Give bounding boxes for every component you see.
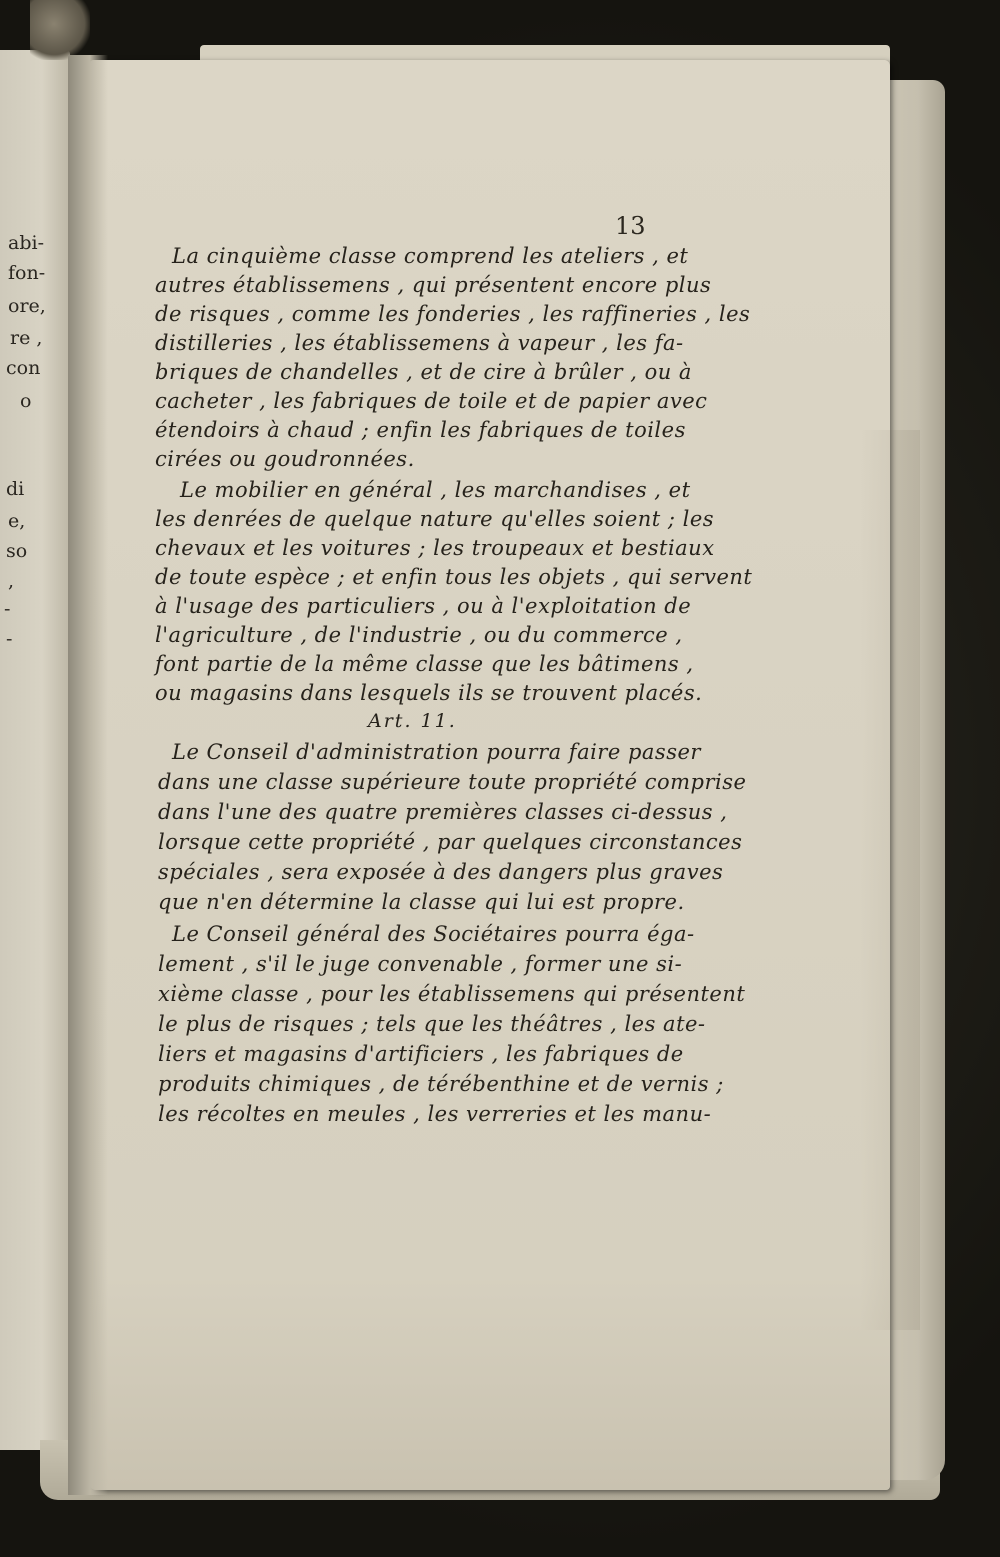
text-line: produits chimiques , de térébenthine et de vernis ; <box>158 1072 724 1096</box>
fragment: e, <box>8 510 26 532</box>
text-line: distilleries , les établissemens à vapeur , les fa- <box>155 331 684 355</box>
text-line: Le Conseil général des Sociétaires pourra éga- <box>172 922 695 946</box>
text-line: le plus de risques ; tels que les théâtres , les ate- <box>158 1012 706 1036</box>
text-line: autres établissemens , qui présentent encore plus <box>155 273 712 297</box>
text-line: étendoirs à chaud ; enfin les fabriques de toiles <box>155 418 686 442</box>
text-line: cirées ou goudronnées. <box>155 447 415 471</box>
text-line: les récoltes en meules , les verreries et les manu- <box>158 1102 712 1126</box>
text-line: Le mobilier en général , les marchandises , et <box>180 478 691 502</box>
fragment: - <box>4 598 11 620</box>
text-line: liers et magasins d'artificiers , les fabriques de <box>158 1042 684 1066</box>
article-heading: Art. 11. <box>368 710 457 732</box>
text-line: les denrées de quelque nature qu'elles soient ; les <box>155 507 715 531</box>
text-line: font partie de la même classe que les bâtimens , <box>155 652 694 676</box>
fragment: fon- <box>8 262 46 284</box>
fragment: di <box>6 478 25 500</box>
text-line: dans une classe supérieure toute propriété comprise <box>158 770 747 794</box>
text-line: dans l'une des quatre premières classes ci-dessus , <box>158 800 728 824</box>
text-line: chevaux et les voitures ; les troupeaux et bestiaux <box>155 536 715 560</box>
text-line: de risques , comme les fonderies , les raffineries , les <box>155 302 751 326</box>
text-line: l'agriculture , de l'industrie , ou du commerce , <box>155 623 683 647</box>
text-line: ou magasins dans lesquels ils se trouvent placés. <box>155 681 703 705</box>
page-number: 13 <box>615 212 646 240</box>
text-line: lement , s'il le juge convenable , former une si- <box>158 952 683 976</box>
text-line: à l'usage des particuliers , ou à l'exploitation de <box>155 594 692 618</box>
fragment: - <box>6 628 13 650</box>
fragment: , <box>8 570 15 592</box>
text-line: cacheter , les fabriques de toile et de papier avec <box>155 389 708 413</box>
fragment: ore, <box>8 295 46 317</box>
text-line: spéciales , sera exposée à des dangers plus graves <box>158 860 724 884</box>
text-line: de toute espèce ; et enfin tous les objets , qui servent <box>155 565 753 589</box>
fragment: con <box>6 357 41 379</box>
fragment: abi- <box>8 232 44 254</box>
fragment: o <box>20 390 32 412</box>
text-line: xième classe , pour les établissemens qui présentent <box>158 982 746 1006</box>
fragment: so <box>6 540 28 562</box>
text-line: Le Conseil d'administration pourra faire passer <box>172 740 701 764</box>
text-line: que n'en détermine la classe qui lui est propre. <box>158 890 685 914</box>
text-line: La cinquième classe comprend les ateliers , et <box>172 244 689 268</box>
text-line: lorsque cette propriété , par quelques circonstances <box>158 830 743 854</box>
fragment: re , <box>10 327 43 349</box>
text-line: briques de chandelles , et de cire à brûler , ou à <box>155 360 692 384</box>
